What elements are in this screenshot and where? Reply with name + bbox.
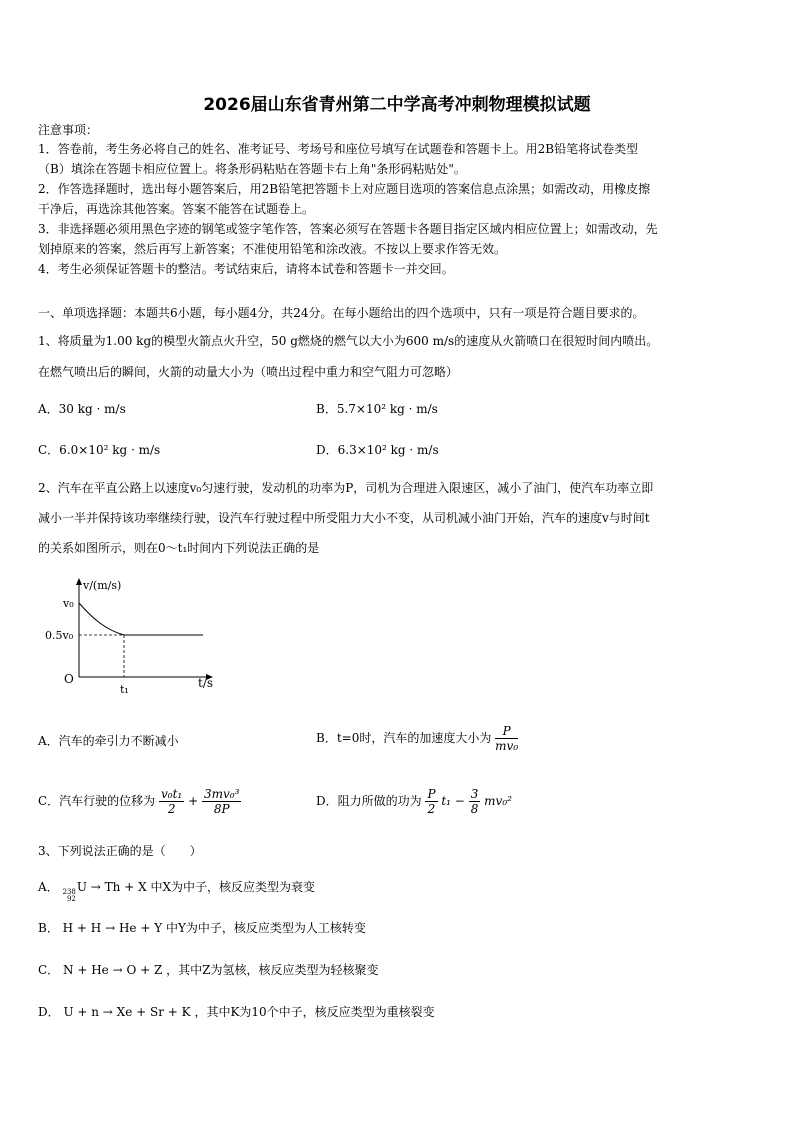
q2-option-c-text: C．汽车行驶的位移为 xyxy=(38,794,156,808)
q2-option-d-text: D．阻力所做的功为 xyxy=(316,794,422,808)
v0-label: v₀ xyxy=(63,597,74,610)
velocity-time-graph xyxy=(38,575,228,695)
nuclear-equation: N + He → O + Z xyxy=(63,963,163,977)
q2-option-d-fraction2 xyxy=(469,787,481,816)
notice-item1-line1: 1．答卷前，考生务必将自己的姓名、准考证号、考场号和座位号填写在试题卷和答题卡上。用2B铅笔将试卷类型 xyxy=(38,142,639,156)
q2-option-c-fraction1 xyxy=(159,787,184,816)
option-label: D． xyxy=(38,1005,60,1019)
v-axis-arrow xyxy=(76,578,82,585)
q3-option-c xyxy=(38,962,378,979)
option-text: 中Y为中子，核反应类型为人工核转变 xyxy=(165,921,366,935)
q2-option-b xyxy=(316,724,518,753)
section-heading: 一、单项选择题：本题共6小题，每小题4分，共24分。在每小题给出的四个选项中，只有一项是符合题目要求的。 xyxy=(38,306,645,320)
q1-stem-line1: 1、将质量为1.00 kg的模型火箭点火升空，50 g燃烧的燃气以大小为600 m/s的速度从火箭喷口在很短时间内喷出。 xyxy=(38,334,659,348)
q3-option-b xyxy=(38,920,366,937)
fraction-denominator: 8P xyxy=(213,802,230,816)
q2-option-d-t1: t₁ − xyxy=(441,794,465,808)
q2-option-d-fraction1 xyxy=(425,787,437,816)
q2-stem-line3: 的关系如图所示，则在0～t₁时间内下列说法正确的是 xyxy=(38,541,320,555)
notice-item1-line2: （B）填涂在答题卡相应位置上。将条形码粘贴在答题卡右上角"条形码粘贴处"。 xyxy=(38,162,466,176)
q1-option-a: A．30 kg · m/s xyxy=(38,402,126,416)
q2-stem-line1: 2、汽车在平直公路上以速度v₀匀速行驶，发动机的功率为P，司机为合理进入限速区，减小了油门，使汽车功率立即 xyxy=(38,481,654,495)
fraction-numerator: 3 xyxy=(470,787,479,801)
q2-option-b-text: B．t=0时，汽车的加速度大小为 xyxy=(316,731,492,745)
mass-atomic-numbers: 238 92 xyxy=(62,888,76,903)
nuclear-equation: U + n → Xe + Sr + K xyxy=(63,1005,191,1019)
fraction-denominator: 2 xyxy=(167,802,176,816)
option-label: B． xyxy=(38,921,59,935)
option-text: ，其中K为10个中子，核反应类型为重核裂变 xyxy=(194,1005,435,1019)
notice-item2-line1: 2．作答选择题时，选出每小题答案后，用2B铅笔把答题卡上对应题目选项的答案信息点涂黑；如需改动，用橡皮擦 xyxy=(38,182,651,196)
q1-option-c: C．6.0×10² kg · m/s xyxy=(38,443,161,457)
half-v0-label: 0.5v₀ xyxy=(45,629,74,642)
fraction-numerator: P xyxy=(495,724,518,739)
nuclear-equation: H + H → He + Y xyxy=(62,921,163,935)
t-axis-label: t/s xyxy=(198,676,214,690)
fraction-numerator: v₀t₁ xyxy=(161,787,183,801)
fraction-denominator: 2 xyxy=(427,802,436,816)
q1-stem-line2: 在燃气喷出后的瞬间，火箭的动量大小为（喷出过程中重力和空气阻力可忽略） xyxy=(38,365,459,379)
q2-option-d-tail: mv₀² xyxy=(484,794,512,808)
option-text: 中X为中子，核反应类型为衰变 xyxy=(150,880,316,894)
fraction-denominator: 8 xyxy=(470,802,479,816)
option-label: A． xyxy=(38,880,59,894)
q2-option-c xyxy=(38,787,241,816)
q2-option-b-fraction xyxy=(495,724,518,753)
q3-stem: 3、下列说法正确的是（ ） xyxy=(38,844,202,858)
fraction-numerator: 3mv₀³ xyxy=(203,787,240,801)
notice-heading: 注意事项： xyxy=(38,123,99,137)
q3-option-d xyxy=(38,1004,435,1021)
q2-option-a: A．汽车的牵引力不断减小 xyxy=(38,734,179,748)
plus-sign: + xyxy=(188,794,199,808)
page-title: 2026届山东省青州第二中学高考冲刺物理模拟试题 xyxy=(203,95,591,115)
t1-label: t₁ xyxy=(120,683,129,695)
q1-option-d: D．6.3×10² kg · m/s xyxy=(316,443,439,457)
option-text: ，其中Z为氢核，核反应类型为轻核聚变 xyxy=(166,963,379,977)
option-label: C． xyxy=(38,963,60,977)
decel-curve xyxy=(79,603,124,635)
q3-option-a xyxy=(38,879,315,903)
notice-item4: 4．考生必须保证答题卡的整洁。考试结束后，请将本试卷和答题卡一并交回。 xyxy=(38,262,454,276)
q2-stem-line2: 减小一半并保持该功率继续行驶，设汽车行驶过程中所受阻力大小不变，从司机减小油门开始，汽车的速度v与时间t xyxy=(38,511,650,525)
origin-label: O xyxy=(64,672,74,686)
v-axis-label: v/(m/s) xyxy=(83,579,122,592)
q2-option-d xyxy=(316,787,512,816)
notice-item3-line1: 3．非选择题必须用黑色字迹的钢笔或签字笔作答，答案必须写在答题卡各题目指定区域内相应位置上；如需改动，先 xyxy=(38,222,658,236)
fraction-numerator: P xyxy=(427,787,436,801)
nuclear-equation: U → Th + X xyxy=(76,880,147,894)
notice-item3-line2: 划掉原来的答案，然后再写上新答案；不准使用铅笔和涂改液。不按以上要求作答无效。 xyxy=(38,242,507,256)
q1-option-b: B．5.7×10² kg · m/s xyxy=(316,402,438,416)
notice-item2-line2: 干净后，再选涂其他答案。答案不能答在试题卷上。 xyxy=(38,202,315,216)
fraction-denominator: mv₀ xyxy=(495,739,519,753)
q2-option-c-fraction2 xyxy=(202,787,241,816)
